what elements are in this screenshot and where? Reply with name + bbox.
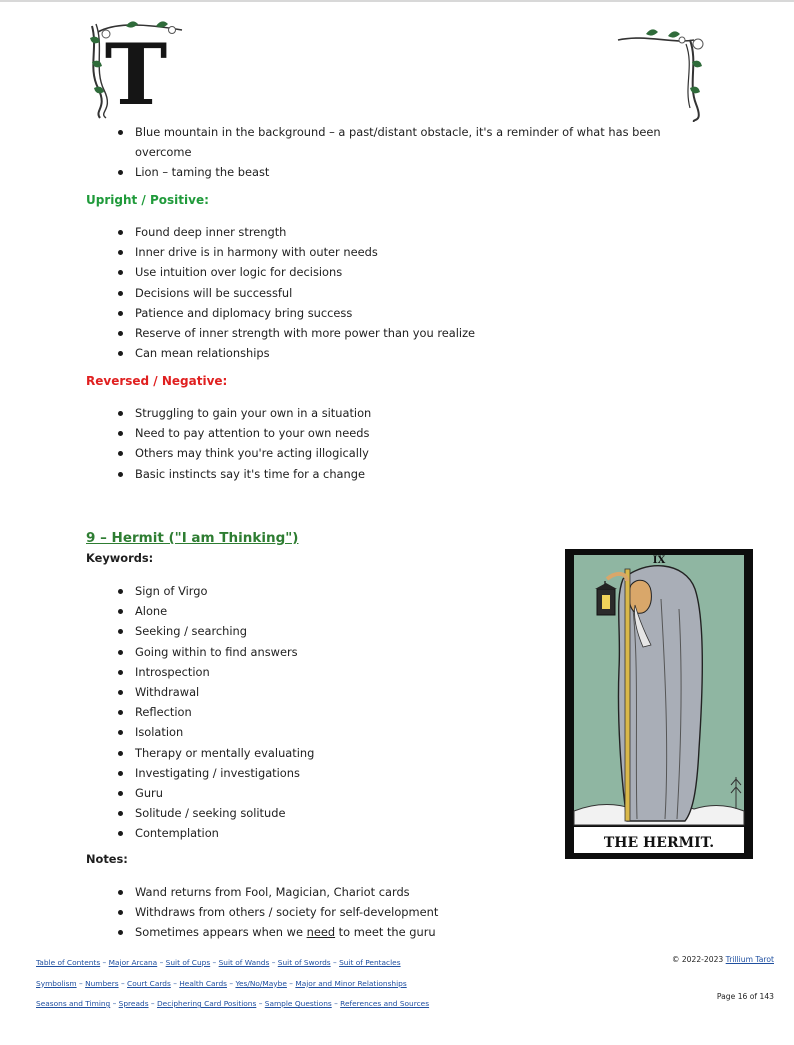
link-health-cards[interactable]: Health Cards (179, 978, 228, 988)
link-numbers[interactable]: Numbers (85, 978, 119, 988)
reversed-list (118, 403, 678, 484)
link-separator: – (102, 958, 107, 967)
keywords-label: Keywords: (86, 551, 154, 565)
footer-navigation (36, 953, 556, 1015)
link-sample-questions[interactable]: Sample Questions (264, 999, 332, 1008)
upright-list (118, 222, 678, 363)
reversed-heading: Reversed / Negative: (86, 374, 228, 388)
list-item: Others may think you're acting illogically (118, 443, 678, 463)
footer-links-row (36, 994, 556, 1015)
list-item: Therapy or mentally evaluating (118, 743, 538, 763)
link-spreads[interactable]: Spreads (118, 999, 149, 1008)
link-suit-of-wands[interactable]: Suit of Wands (218, 958, 270, 967)
intro-bullet-list (118, 122, 698, 183)
link-separator: – (258, 999, 263, 1008)
note-text: Sometimes appears when we (135, 925, 307, 940)
link-separator: – (120, 978, 125, 988)
link-separator: – (159, 958, 164, 967)
link-deciphering-card-positions[interactable]: Deciphering Card Positions (156, 999, 257, 1008)
hermit-tarot-card-image (565, 549, 753, 859)
copyright-notice (600, 955, 774, 964)
notes-list (118, 882, 678, 943)
ivy-letter-t-ornament (86, 18, 186, 120)
list-item: Seeking / searching (118, 621, 538, 641)
list-item: Struggling to gain your own in a situation (118, 403, 678, 423)
link-court-cards[interactable]: Court Cards (127, 978, 171, 988)
note-emphasis: need (306, 925, 336, 940)
link-symbolism[interactable]: Symbolism (36, 978, 77, 988)
list-item: Alone (118, 601, 538, 621)
link-separator: – (289, 978, 293, 988)
hermit-card-title: 9 – Hermit ("I am Thinking") (86, 530, 299, 546)
footer-links-row (36, 974, 556, 995)
link-major-arcana[interactable]: Major Arcana (108, 958, 158, 967)
list-item: Investigating / investigations (118, 763, 538, 783)
link-table-of-contents[interactable]: Table of Contents (36, 958, 101, 967)
list-item: Isolation (118, 722, 538, 742)
list-item: Can mean relationships (118, 343, 678, 363)
list-item: Withdrawal (118, 682, 538, 702)
link-separator: – (271, 958, 276, 967)
list-item: Found deep inner strength (118, 222, 678, 242)
link-trillium-tarot[interactable]: Trillium Tarot (725, 955, 774, 964)
card-caption: THE HERMIT. (603, 835, 715, 851)
link-yes-no-maybe[interactable]: Yes/No/Maybe (235, 978, 287, 988)
list-item: Basic instincts say it's time for a change (118, 464, 678, 484)
list-item: Sign of Virgo (118, 581, 538, 601)
drop-cap-letter: T (104, 25, 168, 120)
link-suit-of-pentacles[interactable]: Suit of Pentacles (339, 958, 401, 967)
card-numeral: IX (652, 555, 666, 566)
link-separator: – (229, 978, 234, 988)
link-separator: – (212, 958, 217, 967)
list-item: Decisions will be successful (118, 283, 678, 303)
keywords-list (118, 581, 538, 844)
list-item: Solitude / seeking solitude (118, 803, 538, 823)
list-item: Introspection (118, 662, 538, 682)
list-item: Wand returns from Fool, Magician, Chariot cards (118, 882, 678, 902)
ivy-corner-ornament (616, 26, 710, 122)
page-top-edge (0, 0, 794, 2)
link-suit-of-cups[interactable]: Suit of Cups (165, 958, 211, 967)
list-item: Reserve of inner strength with more power than you realize (118, 323, 678, 343)
list-item: Going within to find answers (118, 642, 538, 662)
link-separator: – (173, 978, 177, 988)
copyright-text: © 2022-2023 (671, 955, 724, 964)
list-item: Guru (118, 783, 538, 803)
list-item (118, 922, 678, 942)
link-suit-of-swords[interactable]: Suit of Swords (277, 958, 331, 967)
list-item: Withdraws from others / society for self-development (118, 902, 678, 922)
upright-heading: Upright / Positive: (86, 193, 209, 207)
link-separator: – (150, 999, 155, 1008)
note-text: to meet the guru (335, 925, 436, 940)
list-item: Need to pay attention to your own needs (118, 423, 678, 443)
list-item: Contemplation (118, 823, 538, 843)
footer-links-row (36, 953, 556, 974)
link-seasons-and-timing[interactable]: Seasons and Timing (36, 999, 111, 1008)
link-references-and-sources[interactable]: References and Sources (340, 999, 430, 1008)
page-number: Page 16 of 143 (716, 992, 774, 1001)
list-item: Blue mountain in the background – a past/distant obstacle, it's a reminder of what has been overcome (118, 122, 698, 162)
list-item: Use intuition over logic for decisions (118, 262, 678, 282)
link-separator: – (79, 978, 83, 988)
notes-label: Notes: (86, 852, 128, 866)
link-separator: – (334, 999, 338, 1008)
list-item: Patience and diplomacy bring success (118, 303, 678, 323)
list-item: Reflection (118, 702, 538, 722)
list-item: Lion – taming the beast (118, 162, 698, 182)
link-separator: – (333, 958, 337, 967)
link-separator: – (112, 999, 117, 1008)
link-major-minor-relationships[interactable]: Major and Minor Relationships (295, 978, 407, 988)
list-item: Inner drive is in harmony with outer needs (118, 242, 678, 262)
